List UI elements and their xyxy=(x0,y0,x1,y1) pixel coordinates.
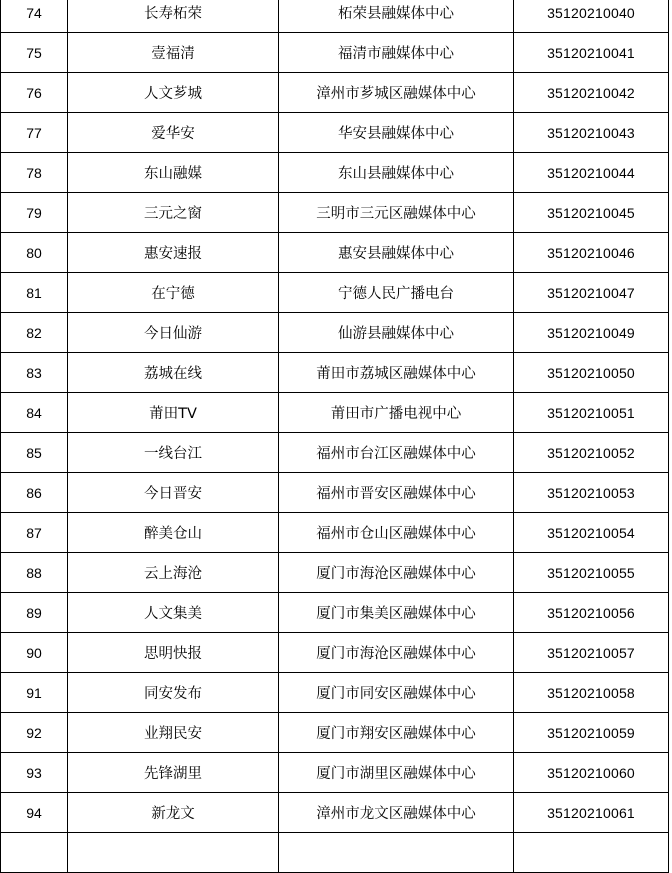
code-cell: 35120210044 xyxy=(514,153,669,193)
code-cell: 35120210057 xyxy=(514,633,669,673)
organization-cell: 厦门市集美区融媒体中心 xyxy=(279,593,514,633)
code-cell: 35120210042 xyxy=(514,73,669,113)
code-cell: 35120210061 xyxy=(514,793,669,833)
code-cell: 35120210059 xyxy=(514,713,669,753)
row-number-cell: 79 xyxy=(1,193,68,233)
row-number-cell xyxy=(1,833,68,873)
table-row xyxy=(1,113,669,153)
account-name-cell: 思明快报 xyxy=(68,633,279,673)
account-name-cell: 爱华安 xyxy=(68,113,279,153)
row-number-cell: 89 xyxy=(1,593,68,633)
table-row xyxy=(1,0,669,33)
organization-cell: 厦门市海沧区融媒体中心 xyxy=(279,553,514,593)
code-cell: 35120210052 xyxy=(514,433,669,473)
code-cell: 35120210049 xyxy=(514,313,669,353)
organization-cell: 厦门市湖里区融媒体中心 xyxy=(279,753,514,793)
table-row xyxy=(1,153,669,193)
organization-cell: 福清市融媒体中心 xyxy=(279,33,514,73)
organization-cell: 厦门市海沧区融媒体中心 xyxy=(279,633,514,673)
account-name-cell: 今日仙游 xyxy=(68,313,279,353)
account-name-cell: 一线台江 xyxy=(68,433,279,473)
account-name-cell: 荔城在线 xyxy=(68,353,279,393)
table-tail xyxy=(1,833,669,873)
table-row xyxy=(1,193,669,233)
row-number-cell: 87 xyxy=(1,513,68,553)
code-cell: 35120210060 xyxy=(514,753,669,793)
row-number-cell: 91 xyxy=(1,673,68,713)
row-number-cell: 94 xyxy=(1,793,68,833)
row-number-cell: 77 xyxy=(1,113,68,153)
account-name-cell: 醉美仓山 xyxy=(68,513,279,553)
table-row xyxy=(1,273,669,313)
table-row xyxy=(1,233,669,273)
row-number-cell: 82 xyxy=(1,313,68,353)
row-number-cell: 93 xyxy=(1,753,68,793)
table-row xyxy=(1,73,669,113)
code-cell: 35120210046 xyxy=(514,233,669,273)
code-cell: 35120210047 xyxy=(514,273,669,313)
code-cell: 35120210043 xyxy=(514,113,669,153)
row-number-cell: 88 xyxy=(1,553,68,593)
row-number-cell: 80 xyxy=(1,233,68,273)
code-cell: 35120210040 xyxy=(514,0,669,33)
account-name-cell: 莆田TV xyxy=(68,393,279,433)
row-number-cell: 75 xyxy=(1,33,68,73)
code-cell: 35120210054 xyxy=(514,513,669,553)
table-row xyxy=(1,313,669,353)
table-row xyxy=(1,713,669,753)
table-row xyxy=(1,593,669,633)
organization-cell: 漳州市芗城区融媒体中心 xyxy=(279,73,514,113)
account-name-cell: 人文芗城 xyxy=(68,73,279,113)
row-number-cell: 86 xyxy=(1,473,68,513)
table-row xyxy=(1,433,669,473)
code-cell: 35120210058 xyxy=(514,673,669,713)
table-row xyxy=(1,793,669,833)
code-cell: 35120210056 xyxy=(514,593,669,633)
code-cell: 35120210051 xyxy=(514,393,669,433)
row-number-cell: 90 xyxy=(1,633,68,673)
account-name-cell: 长寿柘荣 xyxy=(68,0,279,33)
account-name-cell: 新龙文 xyxy=(68,793,279,833)
code-cell: 35120210050 xyxy=(514,353,669,393)
account-name-cell: 业翔民安 xyxy=(68,713,279,753)
organization-cell: 华安县融媒体中心 xyxy=(279,113,514,153)
organization-cell: 仙游县融媒体中心 xyxy=(279,313,514,353)
organization-cell: 宁德人民广播电台 xyxy=(279,273,514,313)
organization-cell: 莆田市荔城区融媒体中心 xyxy=(279,353,514,393)
organization-cell: 惠安县融媒体中心 xyxy=(279,233,514,273)
table-row xyxy=(1,353,669,393)
table-row xyxy=(1,473,669,513)
row-number-cell: 85 xyxy=(1,433,68,473)
organization-cell: 厦门市翔安区融媒体中心 xyxy=(279,713,514,753)
account-name-cell: 同安发布 xyxy=(68,673,279,713)
table-row xyxy=(1,673,669,713)
table-row xyxy=(1,393,669,433)
account-name-cell: 在宁德 xyxy=(68,273,279,313)
account-name-cell: 三元之窗 xyxy=(68,193,279,233)
organization-cell: 莆田市广播电视中心 xyxy=(279,393,514,433)
organization-cell: 福州市仓山区融媒体中心 xyxy=(279,513,514,553)
table-row xyxy=(1,753,669,793)
organization-cell: 柘荣县融媒体中心 xyxy=(279,0,514,33)
account-name-cell xyxy=(68,833,279,873)
row-number-cell: 81 xyxy=(1,273,68,313)
organization-cell: 福州市晋安区融媒体中心 xyxy=(279,473,514,513)
table-row xyxy=(1,553,669,593)
table-row xyxy=(1,33,669,73)
organization-cell: 漳州市龙文区融媒体中心 xyxy=(279,793,514,833)
row-number-cell: 83 xyxy=(1,353,68,393)
table-body xyxy=(1,0,669,833)
organization-cell xyxy=(279,833,514,873)
code-cell: 35120210055 xyxy=(514,553,669,593)
account-name-cell: 今日晋安 xyxy=(68,473,279,513)
organization-cell: 三明市三元区融媒体中心 xyxy=(279,193,514,233)
account-name-cell: 惠安速报 xyxy=(68,233,279,273)
table-row xyxy=(1,513,669,553)
account-name-cell: 先锋湖里 xyxy=(68,753,279,793)
organization-cell: 东山县融媒体中心 xyxy=(279,153,514,193)
organization-cell: 福州市台江区融媒体中心 xyxy=(279,433,514,473)
table-row xyxy=(1,633,669,673)
row-number-cell: 84 xyxy=(1,393,68,433)
account-name-cell: 东山融媒 xyxy=(68,153,279,193)
code-cell: 35120210045 xyxy=(514,193,669,233)
row-number-cell: 78 xyxy=(1,153,68,193)
organization-cell: 厦门市同安区融媒体中心 xyxy=(279,673,514,713)
table-row-partial xyxy=(1,833,669,873)
row-number-cell: 76 xyxy=(1,73,68,113)
account-name-cell: 云上海沧 xyxy=(68,553,279,593)
row-number-cell: 92 xyxy=(1,713,68,753)
account-name-cell: 壹福清 xyxy=(68,33,279,73)
account-name-cell: 人文集美 xyxy=(68,593,279,633)
row-number-cell: 74 xyxy=(1,0,68,33)
code-cell xyxy=(514,833,669,873)
code-cell: 35120210041 xyxy=(514,33,669,73)
code-cell: 35120210053 xyxy=(514,473,669,513)
